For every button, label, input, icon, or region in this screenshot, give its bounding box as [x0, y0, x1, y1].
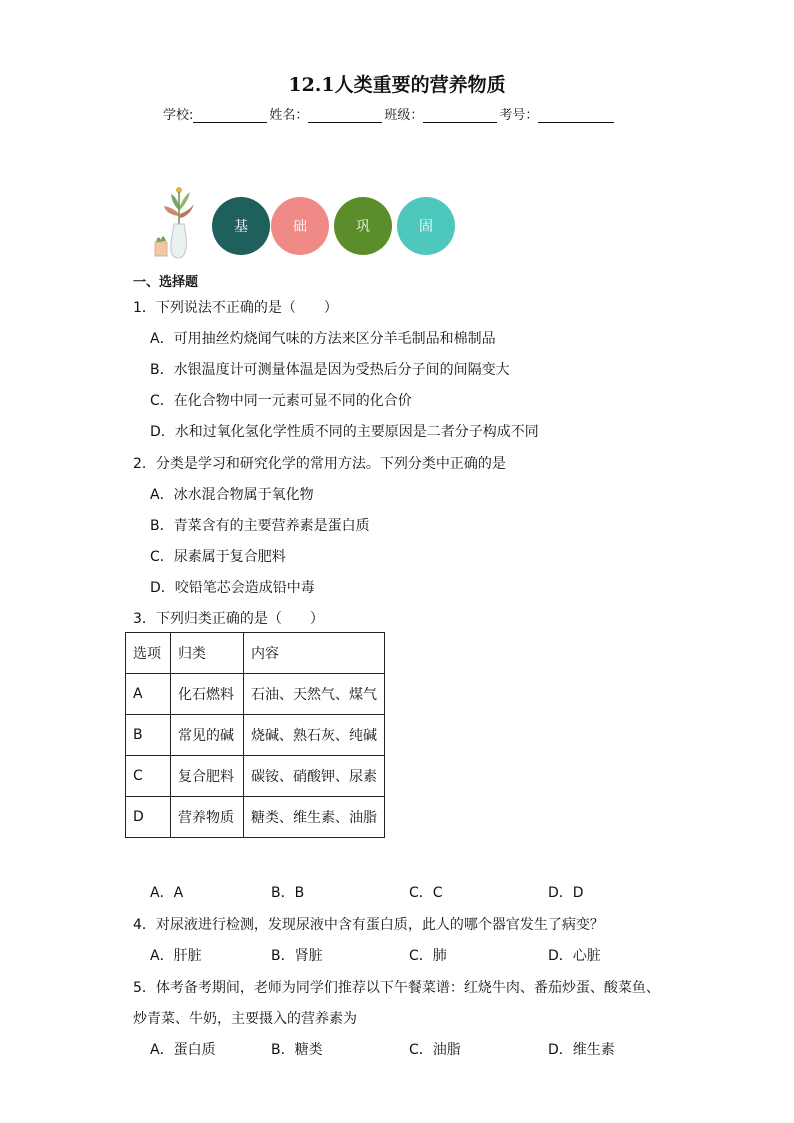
table-cell: 碳铵、硝酸钾、尿素	[244, 756, 385, 797]
question-2-option-d: D．咬铅笔芯会造成铅中毒	[150, 580, 315, 596]
table-cell: B	[126, 715, 171, 756]
table-header-cell: 选项	[126, 633, 171, 674]
table-cell: 烧碱、熟石灰、纯碱	[244, 715, 385, 756]
question-4-option-c: C．肺	[409, 948, 447, 964]
table-row	[126, 674, 385, 715]
name-label: 姓名：	[269, 108, 309, 123]
question-1-option-b: B．水银温度计可测量体温是因为受热后分子间的间隔变大	[150, 362, 510, 378]
question-5-option-b: B．糖类	[271, 1042, 323, 1058]
school-label: 学校:	[163, 108, 194, 123]
question-3-option-b: B．B	[271, 885, 305, 901]
student-info-line	[163, 104, 616, 123]
question-3-option-c: C．C	[409, 885, 443, 901]
question-4-option-b: B．肾脏	[271, 948, 323, 964]
table-cell: D	[126, 797, 171, 838]
plant-vase-icon	[152, 184, 202, 260]
table-cell: A	[126, 674, 171, 715]
question-1-option-a: A．可用抽丝灼烧闻气味的方法来区分羊毛制品和棉制品	[150, 331, 496, 347]
banner-char-3: 巩	[334, 197, 392, 255]
question-2-option-c: C．尿素属于复合肥料	[150, 549, 286, 565]
table-row	[126, 715, 385, 756]
table-row	[126, 797, 385, 838]
table-cell: 化石燃料	[171, 674, 244, 715]
table-row	[126, 756, 385, 797]
number-blank	[538, 108, 614, 123]
question-2-option-a: A．冰水混合物属于氧化物	[150, 487, 314, 503]
question-5-stem: 5．体考备考期间，老师为同学们推荐以下午餐菜谱：红烧牛肉、番茄炒蛋、酸菜鱼、	[133, 980, 660, 996]
banner-char-2: 础	[271, 197, 329, 255]
table-cell: 常见的碱	[171, 715, 244, 756]
question-5-option-c: C．油脂	[409, 1042, 461, 1058]
question-3-option-a: A．A	[150, 885, 184, 901]
table-cell: 营养物质	[171, 797, 244, 838]
question-5-option-a: A．蛋白质	[150, 1042, 216, 1058]
number-label: 考号：	[499, 108, 539, 123]
question-2-option-b: B．青菜含有的主要营养素是蛋白质	[150, 518, 370, 534]
question-5-option-d: D．维生素	[548, 1042, 615, 1058]
table-header-cell: 内容	[244, 633, 385, 674]
question-1-stem: 1．下列说法不正确的是（ ）	[133, 300, 338, 316]
question-5-stem-continued: 炒青菜、牛奶，主要摄入的营养素为	[133, 1011, 357, 1027]
table-cell: C	[126, 756, 171, 797]
school-blank	[193, 108, 267, 123]
table-cell: 糖类、维生素、油脂	[244, 797, 385, 838]
banner-char-4: 固	[397, 197, 455, 255]
question-3-option-d: D．D	[548, 885, 584, 901]
question-1-option-c: C．在化合物中同一元素可显不同的化合价	[150, 393, 412, 409]
table-header-cell: 归类	[171, 633, 244, 674]
banner-char-1: 基	[212, 197, 270, 255]
question-2-stem: 2．分类是学习和研究化学的常用方法。下列分类中正确的是	[133, 456, 506, 472]
question-4-option-a: A．肝脏	[150, 948, 202, 964]
class-blank	[423, 108, 497, 123]
classification-table	[125, 632, 385, 838]
document-title: 12.1人类重要的营养物质	[288, 74, 506, 96]
table-cell: 复合肥料	[171, 756, 244, 797]
question-3-stem: 3．下列归类正确的是（ ）	[133, 611, 324, 627]
class-label: 班级：	[384, 108, 424, 123]
table-header-row	[126, 633, 385, 674]
question-4-stem: 4．对尿液进行检测，发现尿液中含有蛋白质，此人的哪个器官发生了病变？	[133, 917, 604, 933]
question-4-option-d: D．心脏	[548, 948, 601, 964]
section-title: 一、选择题	[133, 275, 199, 290]
table-cell: 石油、天然气、煤气	[244, 674, 385, 715]
question-1-option-d: D．水和过氧化氢化学性质不同的主要原因是二者分子构成不同	[150, 424, 539, 440]
name-blank	[308, 108, 382, 123]
